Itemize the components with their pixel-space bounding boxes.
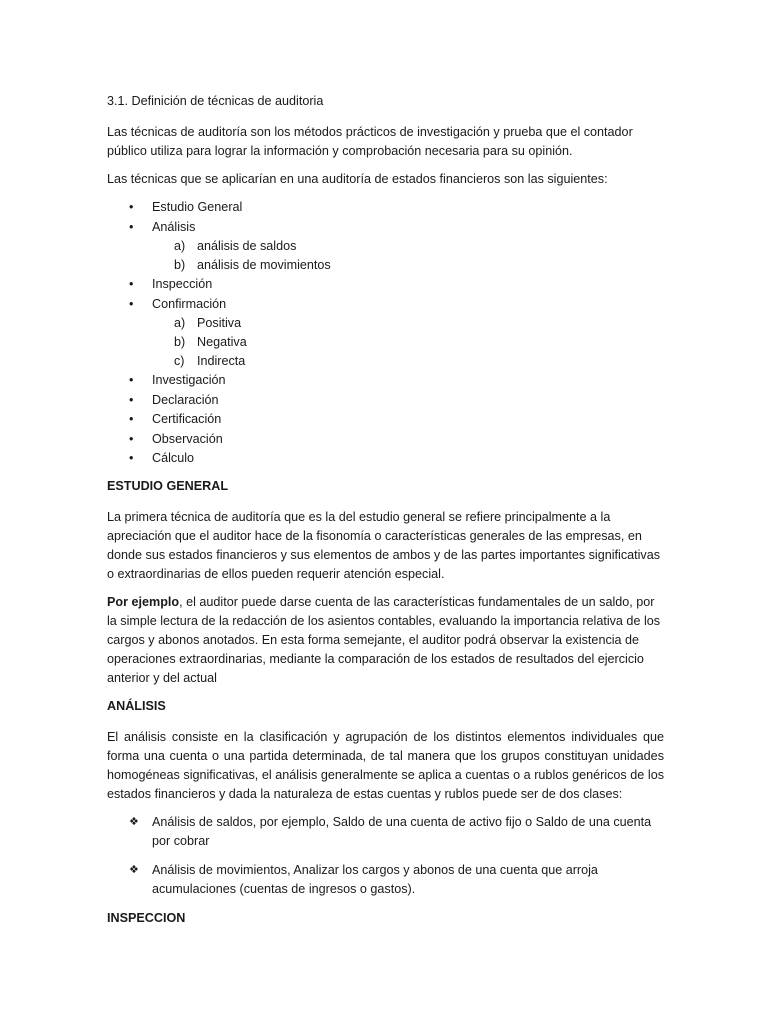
list-item: • Certificación [107, 410, 664, 429]
list-item: • Estudio General [107, 198, 664, 217]
estudio-general-paragraph-2: Por ejemplo, el auditor puede darse cuenta de las características fundamentales de un saldo, por la simple lectura de la redacción de los asientos contables, evaluando la importancia relativa de los cargos y abonos anotados. En esta forma semejante, el auditor podrá observar la existencia de operaciones extraordinarias, mediante la comparación de los estados de resultados del ejercicio anterior y del actual [107, 595, 661, 685]
list-intro: Las técnicas que se aplicarían en una auditoría de estados financieros son las siguientes: [107, 172, 608, 186]
sub-list-item: c) Indirecta [174, 353, 246, 368]
list-item: • Cálculo [107, 449, 664, 468]
inspeccion-heading: INSPECCION [107, 911, 186, 925]
sub-list-item: a) análisis de saldos [174, 238, 297, 253]
list-item: • Confirmación a) Positiva b) Negativa c) Indirecta [107, 295, 664, 371]
sub-list-item: b) Negativa [174, 334, 247, 349]
list-item: • Observación [107, 430, 664, 449]
diamond-bullet-icon: ❖ [129, 816, 139, 828]
analisis-paragraph: El análisis consiste en la clasificación y agrupación de los distintos elementos individuales que forma una cuenta o una partida determinada, de tal manera que los grupos constituyan unidades homogéneas significativas, el análisis generalmente se aplica a cuentas o a rublos genéricos de los estados financieros y dada la naturaleza de estas cuentas y rublos puede ser de dos clases: [107, 730, 664, 801]
list-item: ❖ Análisis de saldos, por ejemplo, Saldo de una cuenta de activo fijo o Saldo de una cuenta por cobrar [129, 815, 652, 848]
techniques-list [107, 198, 664, 468]
estudio-general-heading: ESTUDIO GENERAL [107, 479, 229, 493]
list-item: • Inspección [107, 275, 664, 294]
list-item: ❖ Análisis de movimientos, Analizar los cargos y abonos de una cuenta que arroja acumulaciones (cuentas de ingresos o gastos). [129, 863, 598, 896]
sub-list [152, 237, 664, 275]
analisis-list [107, 813, 664, 899]
estudio-general-paragraph-1: La primera técnica de auditoría que es la del estudio general se refiere principalmente a la apreciación que el auditor hace de la fisonomía o características generales de las empresas, en donde sus estados financieros y sus elementos de ambos y de las partes importantes significativas o extraordinarias de ellos pueden requerir atención especial. [107, 510, 661, 581]
sub-list-item: a) Positiva [174, 315, 242, 330]
analisis-heading: ANÁLISIS [107, 699, 166, 713]
list-item: • Investigación [107, 371, 664, 390]
section-title: 3.1. Definición de técnicas de auditoria [107, 94, 324, 108]
bold-lead-text: Por ejemplo [107, 595, 180, 609]
list-item: • Declaración [107, 391, 664, 410]
list-item: • Análisis a) análisis de saldos b) análisis de movimientos [107, 218, 664, 275]
sub-list-item: b) análisis de movimientos [174, 257, 331, 272]
diamond-bullet-icon: ❖ [129, 864, 139, 876]
intro-paragraph: Las técnicas de auditoría son los métodos prácticos de investigación y prueba que el contador público utiliza para lograr la información y comprobación necesaria para su opinión. [107, 125, 633, 158]
sub-list [152, 314, 664, 371]
